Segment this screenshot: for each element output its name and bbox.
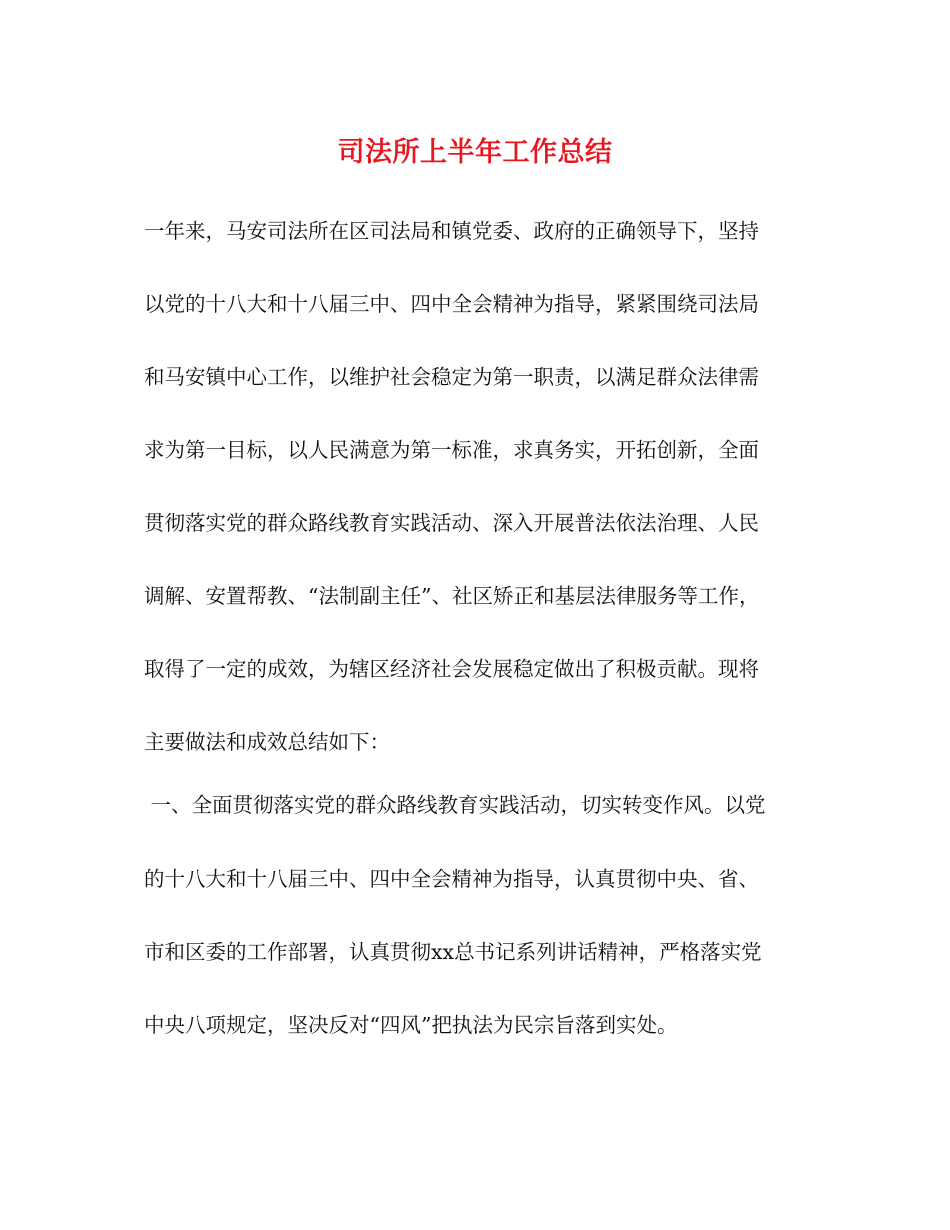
body-line: 求为第一目标，以人民满意为第一标准，求真务实，开拓创新，全面 [144,438,759,462]
body-line: 的十八大和十八届三中、四中全会精神为指导，认真贯彻中央、省、 [144,867,759,891]
body-line: 贯彻落实党的群众路线教育实践活动、深入开展普法依法治理、人民 [144,511,759,535]
body-line: 一年来，马安司法所在区司法局和镇党委、政府的正确领导下，坚持 [144,219,759,243]
body-line: 以党的十八大和十八届三中、四中全会精神为指导，紧紧围绕司法局 [144,292,759,316]
section-heading-line: 一、全面贯彻落实党的群众路线教育实践活动，切实转变作风。以党 [144,793,766,817]
body-line: 调解、安置帮教、“法制副主任”、社区矫正和基层法律服务等工作， [144,584,760,608]
body-line: 和马安镇中心工作，以维护社会稳定为第一职责，以满足群众法律需 [144,365,759,389]
document-title: 司法所上半年工作总结 [337,137,613,168]
body-line: 中央八项规定，坚决反对“四风”把执法为民宗旨落到实处。 [144,1013,678,1037]
body-line: 主要做法和成效总结如下： [144,730,390,754]
body-line: 取得了一定的成效，为辖区经济社会发展稳定做出了积极贡献。现将 [144,657,759,681]
body-line: 市和区委的工作部署，认真贯彻xx总书记系列讲话精神，严格落实党 [144,940,762,964]
